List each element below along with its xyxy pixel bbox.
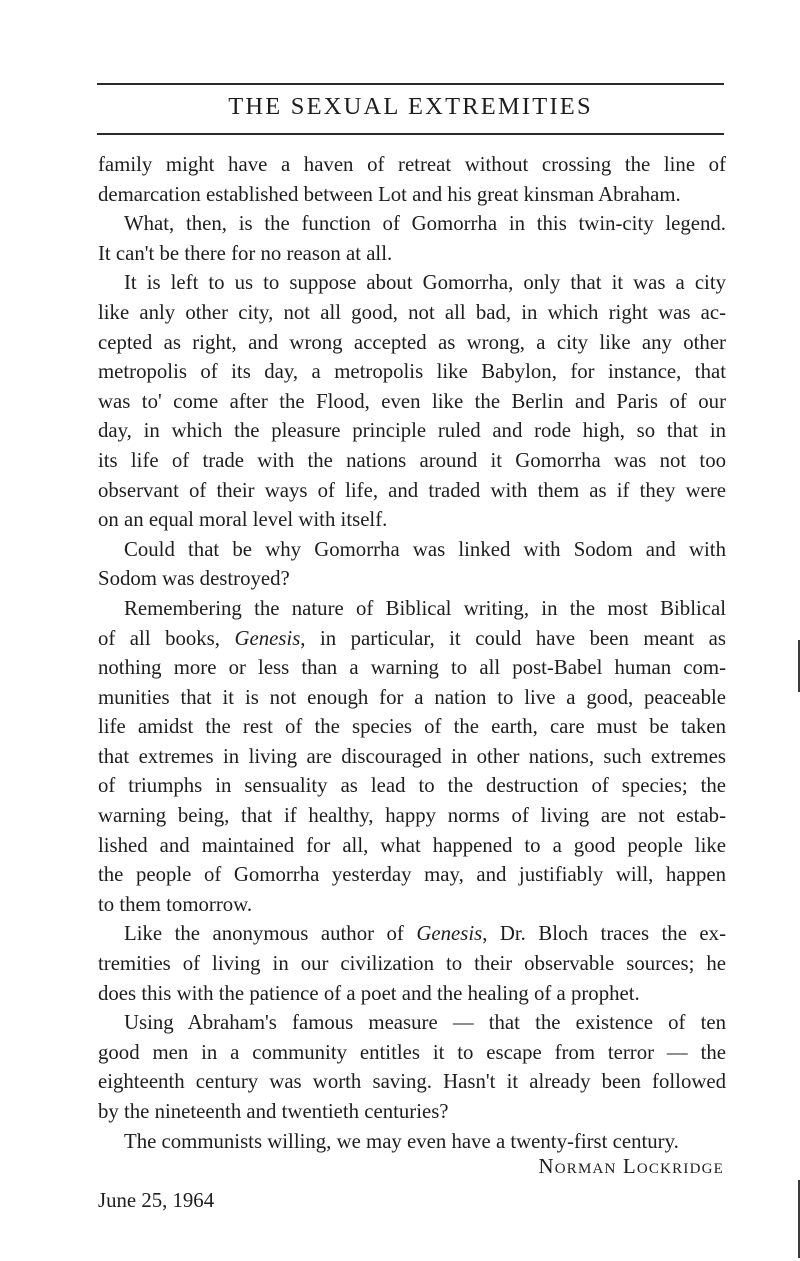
text-line: demarcation established between Lot and his great kinsman Abraham.	[98, 182, 681, 206]
text-line: life amidst the rest of the species of the earth, care must be taken	[98, 715, 726, 739]
text-line: What, then, is the function of Gomorrha in this twin-city legend.	[124, 212, 726, 236]
book-title: Genesis	[416, 922, 483, 946]
text-line: by the nineteenth and twentieth centuries?	[98, 1100, 449, 1123]
text-line: eighteenth century was worth saving. Hasn't it already been followed	[98, 1070, 726, 1094]
text-line: of triumphs in sensuality as lead to the destruction of species; the	[98, 774, 726, 798]
text-line: munities that it is not enough for a nation to live a good, peaceable	[98, 685, 726, 709]
text-line: metropolis of its day, a metropolis like Babylon, for instance, that	[98, 360, 726, 384]
text-line: to them tomorrow.	[98, 892, 253, 916]
text-line: the people of Gomorrha yesterday may, and justifiably will, happen	[98, 863, 726, 887]
text-line: its life of trade with the nations around it Gomorrha was not too	[98, 448, 726, 472]
text-line: It is left to us to suppose about Gomorrha, only that it was a city	[124, 271, 726, 295]
text-line: It can't be there for no reason at all.	[98, 241, 393, 265]
text-line: cepted as right, and wrong accepted as wrong, a city like any other	[98, 330, 726, 354]
book-title: Genesis	[234, 626, 301, 650]
header-rule-top	[97, 83, 724, 85]
body-text	[98, 150, 726, 1156]
text-line: Using Abraham's famous measure — that the existence of ten	[124, 1011, 726, 1035]
text-line: tremities of living in our civilization to their observable sources; he	[98, 952, 726, 976]
text-line: family might have a haven of retreat without crossing the line of	[98, 153, 726, 176]
text-line: nothing more or less than a warning to all post-Babel human com-	[98, 656, 726, 680]
text-line: warning being, that if healthy, happy norms of living are not estab-	[98, 804, 726, 828]
text-line: Could that be why Gomorrha was linked with Sodom and with	[124, 537, 726, 561]
running-head: THE SEXUAL EXTREMITIES	[228, 93, 593, 120]
header-rule-bottom	[97, 133, 724, 135]
text-line: good men in a community entitles it to escape from terror — the	[98, 1040, 726, 1064]
text-line: lished and maintained for all, what happened to a good people like	[98, 833, 726, 857]
text-line: observant of their ways of life, and traded with them as if they were	[98, 478, 726, 502]
text-line: Like the anonymous author of Genesis, Dr. Bloch traces the ex-	[124, 922, 726, 946]
text-line: Remembering the nature of Biblical writing, in the most Biblical	[124, 596, 726, 620]
text-line: Sodom was destroyed?	[98, 567, 290, 591]
text-line: does this with the patience of a poet and the healing of a prophet.	[98, 981, 640, 1005]
text-line: of all books, Genesis, in particular, it could have been meant as	[98, 626, 726, 650]
text-line: like anly other city, not all good, not all bad, in which right was ac-	[98, 300, 726, 324]
author-signature: Norman Lockridge	[538, 1155, 724, 1178]
text-line: on an equal moral level with itself.	[98, 508, 388, 532]
text-line: was to' come after the Flood, even like the Berlin and Paris of our	[98, 389, 726, 413]
text-line: day, in which the pleasure principle ruled and rode high, so that in	[98, 419, 726, 443]
text-line: that extremes in living are discouraged in other nations, such extremes	[98, 744, 726, 768]
date-line: June 25, 1964	[98, 1189, 215, 1212]
text-line: The communists willing, we may even have a twenty-first century.	[124, 1129, 679, 1153]
